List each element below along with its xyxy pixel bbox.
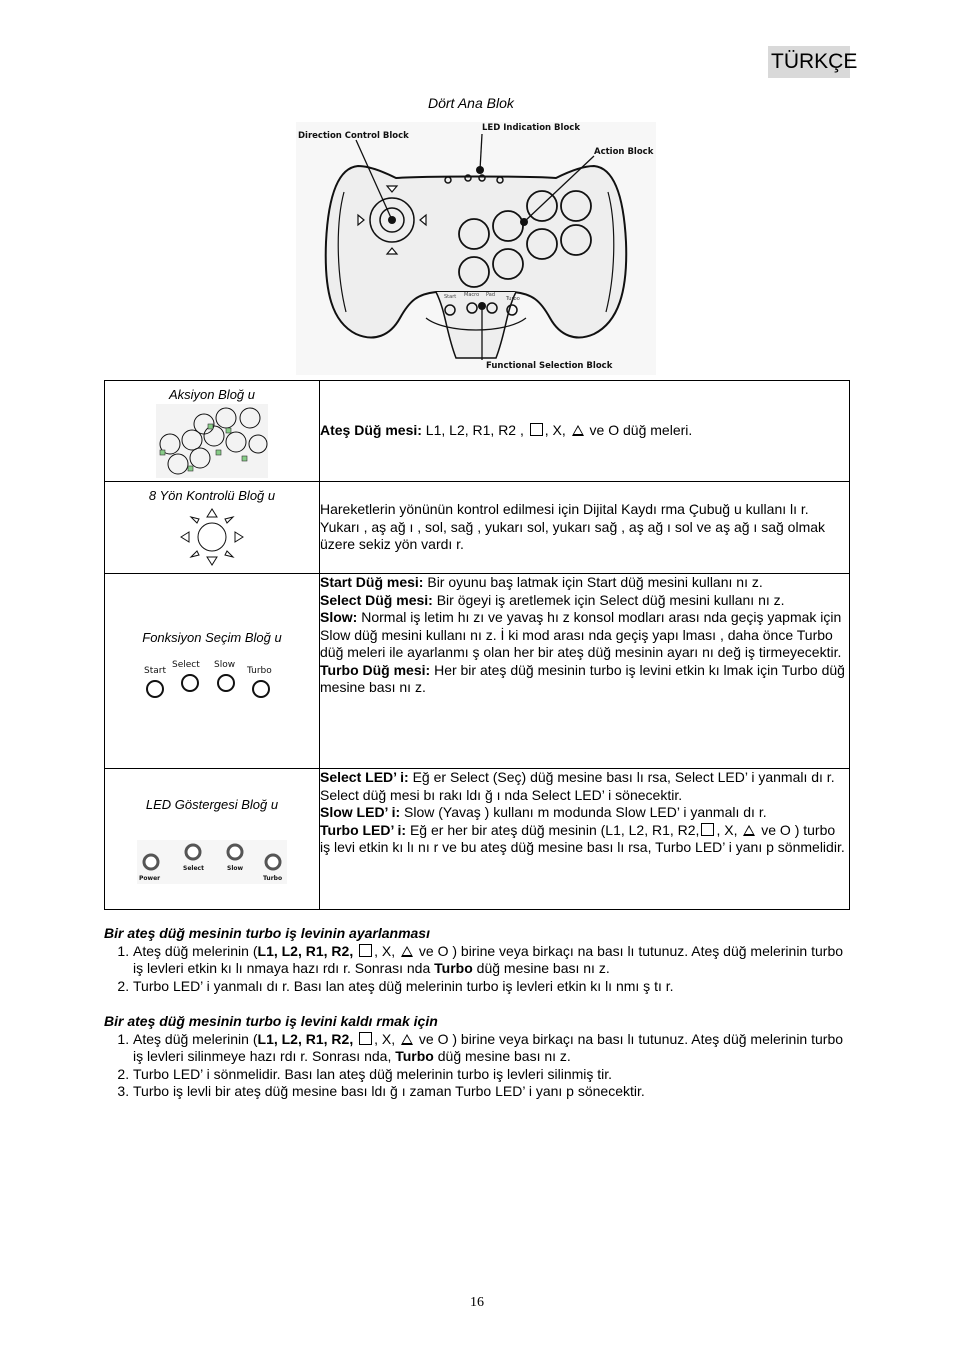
list-item: 1. Ateş düğ melerinin (L1, L2, R1, R2, , X, ve O ) birine veya birkaçı na bası lı tutunuz. Ateş düğ melerinin turbo iş levleri silinmeye hazı rdı r. Sonrası nda, Turbo düğ mesine bası nı z. [133,1031,850,1066]
callout-led: LED Indication Block [482,123,580,133]
table-row [105,381,850,482]
function-item [320,592,849,610]
btn-label-macro: Macro [464,292,480,298]
row-title: 8 Yön Kontrolü Bloğ u [148,488,276,503]
language-tag: TÜRKÇE [768,46,850,78]
table-row [105,482,850,574]
square-icon [359,1032,372,1045]
icon-label-turbo: Turbo [247,666,272,676]
controller-diagram [296,122,656,375]
figure-title: Dört Ana Blok [428,95,514,111]
function-item [320,662,849,697]
btn-label-turbo: Turbo [506,296,520,302]
turbo-led-text-mid: , X, [716,821,738,838]
list-item: 2. Turbo LED’ i yanmalı dı r. Bası lan ateş düğ melerinin turbo iş levleri etkin kı lı nmı ş tı r. [133,978,850,996]
action-block-icon [156,404,268,478]
row-title: Aksiyon Bloğ u [169,387,255,402]
list-item: 1. Ateş düğ melerinin (L1, L2, R1, R2, , X, ve O ) birine veya birkaçı na bası lı tutunuz. Ateş düğ melerinin turbo iş levleri etkin kı lı nmaya hazı rdı r. Sonrası nda Turbo düğ mesine bası nı z. [133,943,850,978]
square-icon [359,944,372,957]
led-label-select: Select [183,865,204,872]
start-button-text: Bir oyunu baş latmak için Start düğ mesini kullanı nı z. [423,574,763,590]
triangle-icon [401,1034,413,1045]
row-title-cell [105,769,320,910]
row-title-cell [105,574,320,769]
square-icon [701,823,714,836]
fire-button-text-end: ve O düğ meleri. [585,422,693,439]
dpad-description: Hareketlerin yönünün kontrol edilmesi için Dijital Kaydı rma Çubuğ u kullanı lı r. Yukarı , aş ağ ı , sol, sağ , yukarı sol, yukarı sağ , aş ağ ı sol ve aş ağ ı sağ olmak üzere sekiz yön vardı r. [320,501,826,553]
slow-button-text: Normal iş letim hı zı ve yavaş hı z konsol modları arası nda geçiş yapmak için Slow düğ mesini kullanı nı z. İ ki mod arası nda geçiş yapı lması , daha önce Turbo düğ meleri ile ayarlanmı ş olan her bir ateş düğ mesinin ayarı nı değ iş tirmeyecektir. [320,609,842,660]
turbo-set-section [104,925,850,995]
row-title-cell [105,381,320,482]
row-title-cell [105,482,320,574]
triangle-icon [743,825,755,836]
callout-action: Action Block [594,147,654,157]
turbo-led-text: Eğ er her bir ateş düğ mesinin (L1, L2, R1, R2, [406,821,700,838]
led-item [320,804,849,822]
turbo-button-text: Her bir ateş düğ mesinin turbo iş levini etkin kı lmak için Turbo düğ mesine bası nı z. [320,661,845,695]
section-heading: Bir ateş düğ mesinin turbo iş levinin ayarlanması [104,925,430,941]
led-label-slow: Slow [227,865,244,872]
btn-label-pad: Pad [486,292,496,298]
blocks-table [104,380,850,910]
select-button-text: Bir ögeyi iş aretlemek için Select düğ mesini kullanı nı z. [432,591,785,608]
led-label-turbo: Turbo [263,875,283,882]
slow-led-label: Slow LED’ i: [320,804,401,820]
function-item [320,574,849,592]
row-desc-cell [320,574,850,769]
table-row [105,574,850,769]
callout-functional: Functional Selection Block [486,361,613,371]
led-item [320,822,849,857]
callout-direction: Direction Control Block [298,131,409,141]
fire-button-text-after: , X, [544,422,566,439]
start-button-label: Start Düğ mesi: [320,574,424,590]
row-desc-cell [320,769,850,910]
led-label-power: Power [139,875,161,882]
turbo-clear-section [104,1013,850,1101]
icon-label-select: Select [172,660,200,670]
turbo-led-text-end: ve O ) turbo iş levi etkin kı lı nı r ve bu ateş düğ mesine bası lı rsa, Turbo LED’ i yanı p sönmelidir. [320,821,845,855]
function-item [320,609,849,662]
table-row [105,769,850,910]
dpad-block-icon [177,503,247,569]
row-desc-cell [320,381,850,482]
triangle-icon [572,425,584,436]
row-title: Fonksiyon Seçim Bloğ u [142,630,282,645]
btn-label-start: Start [444,294,457,300]
select-led-text: Eğ er Select (Seç) düğ mesine bası lı rsa, Select LED’ i yanmalı dı r. Select düğ mesi bı rakı ldı ğ ı nda Select LED’ i sönecektir. [320,769,835,803]
section-heading: Bir ateş düğ mesinin turbo iş levini kaldı rmak için [104,1013,438,1029]
select-led-label: Select LED’ i: [320,769,409,785]
triangle-icon [401,946,413,957]
led-item [320,769,849,804]
slow-button-label: Slow: [320,609,358,625]
list-item: 3. Turbo iş levli bir ateş düğ mesine bası ldı ğ ı zaman Turbo LED’ i yanı p sönecektir. [133,1083,850,1101]
fire-button-label: Ateş Düğ mesi: [320,422,422,439]
turbo-led-label: Turbo LED’ i: [320,821,407,838]
turbo-button-label: Turbo Düğ mesi: [320,661,431,678]
slow-led-text: Slow (Yavaş ) kullanı m modunda Slow LED’ i yanmalı dı r. [400,804,767,820]
icon-label-start: Start [144,666,166,676]
fire-button-text: L1, L2, R1, R2 , [421,422,524,439]
select-button-label: Select Düğ mesi: [320,591,433,608]
led-block-icon [137,840,287,884]
square-icon [530,423,543,436]
page-number: 16 [470,1295,484,1310]
row-title: LED Göstergesi Bloğ u [145,797,279,812]
icon-label-slow: Slow [214,660,236,670]
function-block-icon [142,655,282,703]
list-item: 2. Turbo LED’ i sönmelidir. Bası lan ateş düğ melerinin turbo iş levleri silinmiş tir. [133,1066,850,1084]
row-desc-cell [320,482,850,574]
